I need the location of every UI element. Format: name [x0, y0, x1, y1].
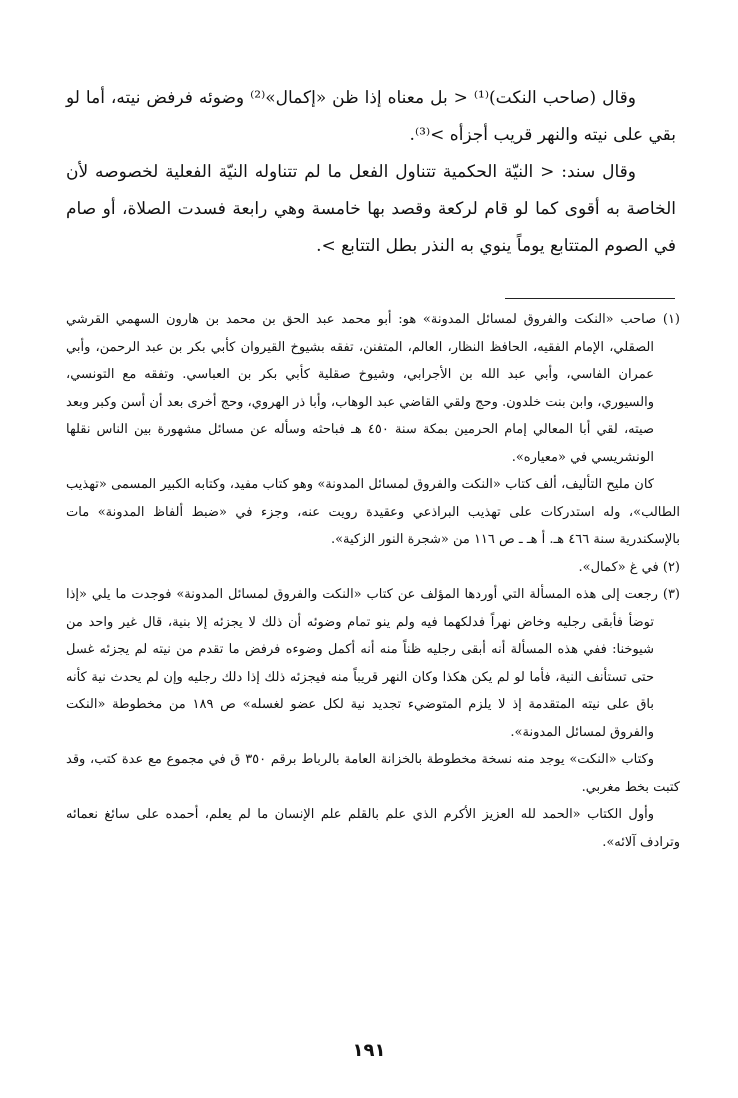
- footnote-1-continuation: كان مليح التأليف، ألف كتاب «النكت والفروق لمسائل المدونة» وهو كتاب مفيد، وكتابه الكبير المسمى «تهذيب الطالب»، وله استدركات على تهذيب البراذعي وعقيدة رويت عنه، وجزء في «ضبط ألفاظ المدونة» مات بالإسكندرية سنة ٤٦٦ هـ. أ هـ ـ ص ١١٦ من «شجرة النور الزكية».: [66, 477, 680, 547]
- footnote-separator: [505, 298, 675, 299]
- main-text: [66, 80, 676, 265]
- footnote-1: (١) صاحب «النكت والفروق لمسائل المدونة» هو: أبو محمد عبد الحق بن محمد بن هارون السهمي القرشي الصقلي، الإمام الفقيه، الحافظ النظار، العالم، المتفنن، تفقه بشيوخ القيروان كأبي بكر بن عبد الرحمن، وأبي عمران الفاسي، وأبي عبد الله بن الأجرابي، وشيوخ صقلية كأبي بكر بن العباسي. وتفقه مع التونسي، والسيوري، وابن بنت خلدون. وحج ولقي القاضي عبد الوهاب، وأبا ذر الهروي، وحج أخرى بعد أن أسن وكبر وبعد صيته، لقي أبا المعالي إمام الحرمين بمكة سنة ٤٥٠ هـ فباحثه وسأله عن مسائل مشهورة بين الناس نقلها الونشريسي في «معياره».: [66, 312, 680, 465]
- main-paragraph: وقال سند: < النيّة الحكمية تتناول الفعل ما لم تتناوله النيّة الفعلية لخصوصه لأن الخاصة به أقوى كما لو قام لركعة وقصد بها خامسة وهي رابعة فسدت الصلاة، أو صام في الصوم المتتابع يوماً ينوي به النذر بطل التتابع >.: [66, 162, 676, 256]
- footnote-3-incipit: وأول الكتاب «الحمد لله العزيز الأكرم الذي علم بالقلم علم الإنسان ما لم يعلم، أحمده على سائغ نعمائه وترادف آلائه».: [66, 807, 680, 850]
- page-number: ١٩١: [352, 1040, 386, 1061]
- footnotes: [66, 306, 680, 856]
- footnote-3-manuscript-note: وكتاب «النكت» يوجد منه نسخة مخطوطة بالخزانة العامة بالرباط برقم ٣٥٠ ق في مجموع مع عدة كتب، وقد كتبت بخط مغربي.: [66, 752, 680, 795]
- main-paragraph: وقال (صاحب النكت)⁽¹⁾ < بل معناه إذا ظن «إكمال»⁽²⁾ وضوئه فرفض نيته، أما لو بقي على نيته والنهر قريب أجزأه >⁽³⁾.: [66, 88, 676, 145]
- footnote-2: (٢) في غ «كمال».: [578, 559, 680, 575]
- footnote-3: (٣) رجعت إلى هذه المسألة التي أوردها المؤلف عن كتاب «النكت والفروق لمسائل المدونة» فوجدت ما يلي «إذا توضأ فأبقى رجليه وخاض نهراً فدلكهما فيه ولم ينو تمام وضوئه أن ذلك لا يجزئه إلا بنية، قال غير واحد من شيوخنا: ففي هذه المسألة أنه أبقى رجليه ظناً منه أنه أكمل وضوءه فرفض ما تقدم من نيته لم يجزئه غسل حتى تستأنف النية، فأما لو لم يكن هكذا وكان النهر قريباً منه فيجزئه ذلك إذا دلك رجليه وإن لم يحدث نية كأنه باق على نيته المتقدمة إذ لا يلزم المتوضيء تجديد نية لكل عضو لغسله» ص ١٨٩ من مخطوطة «النكت والفروق لمسائل المدونة».: [66, 587, 680, 740]
